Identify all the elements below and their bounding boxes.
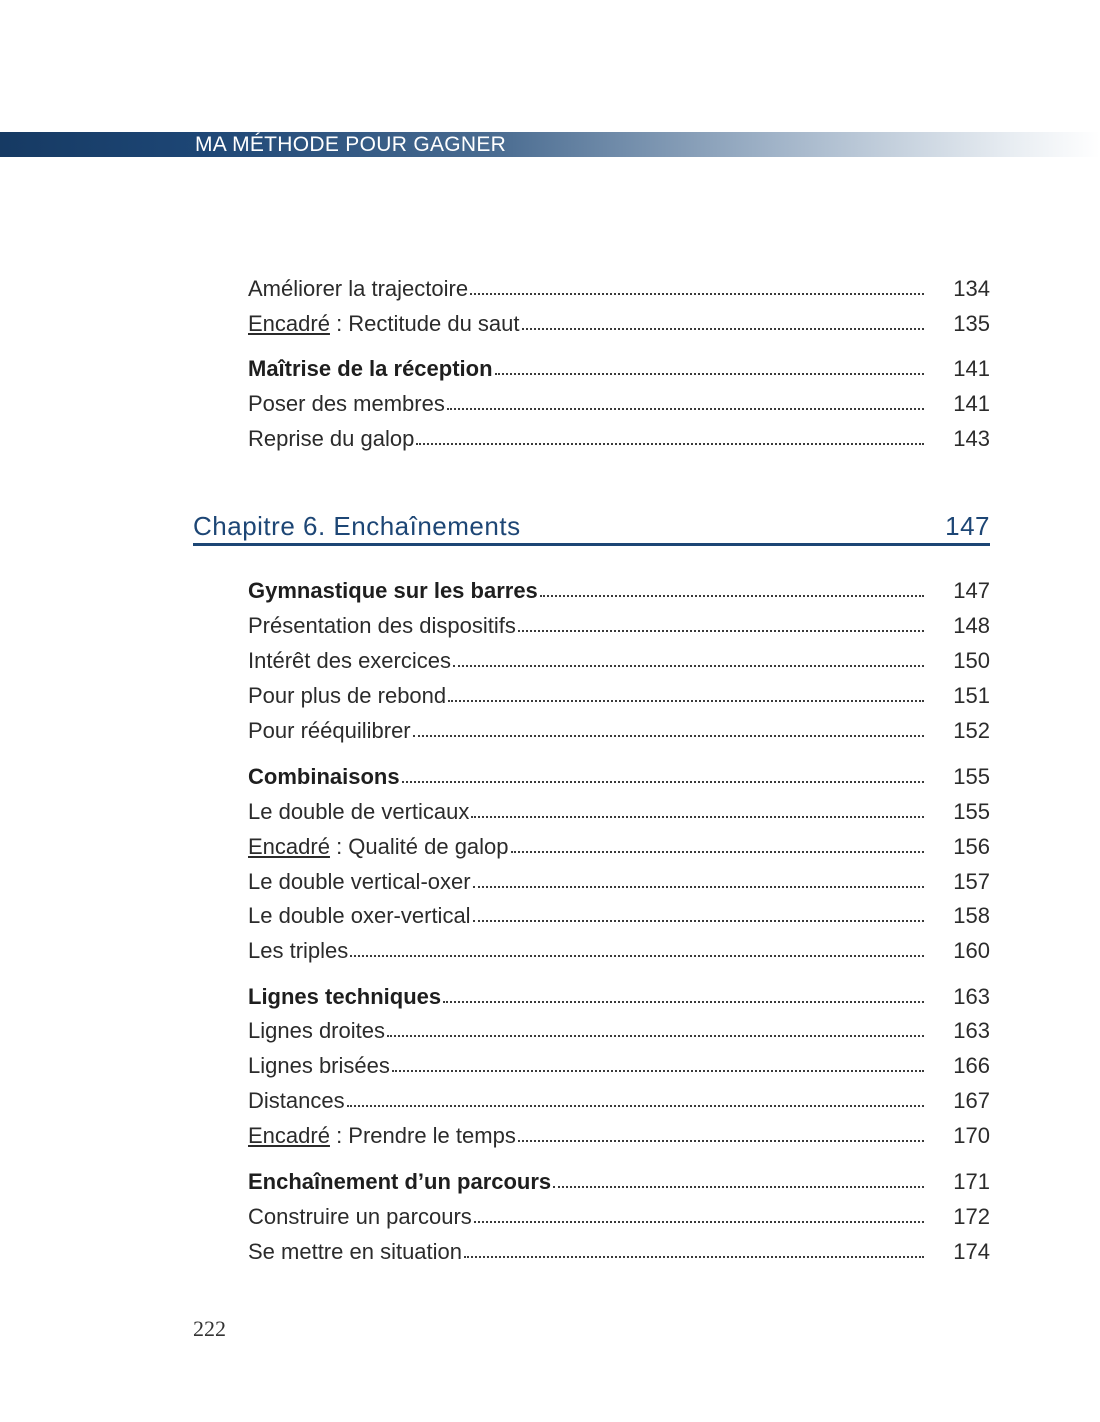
- dot-leader: [540, 594, 924, 597]
- toc-entry: [248, 824, 990, 858]
- toc-entry-title: Maîtrise de la réception: [248, 356, 493, 381]
- dot-leader: [471, 815, 924, 818]
- toc-entry-page: 152: [953, 718, 990, 743]
- toc-entry-page: 167: [953, 1088, 990, 1113]
- toc-entry: [248, 673, 990, 707]
- toc-section-entry: [248, 754, 990, 788]
- dot-leader: [392, 1069, 924, 1072]
- toc-entry-title: Distances: [248, 1088, 345, 1113]
- toc-entry-title: [248, 313, 520, 335]
- toc-entry-page: 143: [953, 426, 990, 451]
- toc-entry: [248, 1194, 990, 1228]
- toc-entry: [248, 266, 990, 300]
- toc-entry-page: 174: [953, 1239, 990, 1264]
- toc-entry-title: [248, 836, 509, 858]
- toc-section-entry: [248, 568, 990, 602]
- toc-entry-page: 171: [953, 1169, 990, 1194]
- toc-entry: [248, 1078, 990, 1112]
- dot-leader: [447, 407, 924, 410]
- toc-entry-page: 155: [953, 799, 990, 824]
- encadre-label: Encadré: [248, 1123, 330, 1148]
- toc-entry-title: Gymnastique sur les barres: [248, 578, 538, 603]
- toc-entry-title: [248, 1125, 516, 1147]
- toc-entry: [248, 708, 990, 742]
- toc-entry-title: Améliorer la trajectoire: [248, 276, 469, 301]
- toc-entry: [248, 928, 990, 962]
- toc-entry-title: Les triples: [248, 938, 349, 963]
- toc-entry-title: Pour rééquilibrer: [248, 718, 411, 743]
- encadre-label: Encadré: [248, 834, 330, 859]
- toc-entry-page: 155: [953, 764, 990, 789]
- toc-entry-page: 157: [953, 869, 990, 894]
- running-title: MA MÉTHODE POUR GAGNER: [195, 133, 507, 156]
- toc-entry-page: 147: [953, 578, 990, 603]
- dot-leader: [387, 1034, 924, 1037]
- toc-entry-page: 163: [953, 1018, 990, 1043]
- toc-entry-title: Enchaînement d’un parcours: [248, 1169, 552, 1194]
- toc-entry-title: Construire un parcours: [248, 1204, 472, 1229]
- dot-leader: [474, 1220, 924, 1223]
- dot-leader: [350, 954, 924, 957]
- toc-entry-page: 151: [953, 683, 990, 708]
- toc-entry-page: 141: [953, 356, 990, 381]
- toc-entry-title: Lignes techniques: [248, 984, 442, 1009]
- dot-leader: [443, 1000, 924, 1003]
- toc-entry-title: Se mettre en situation: [248, 1239, 463, 1264]
- toc-entry-title: Poser des membres: [248, 391, 445, 416]
- dot-leader: [413, 734, 924, 737]
- toc-entry-page: 158: [953, 903, 990, 928]
- toc-entry-title: Le double vertical-oxer: [248, 869, 471, 894]
- toc-entry-page: 150: [953, 648, 990, 673]
- toc-entry-title: Le double de verticaux: [248, 799, 470, 824]
- toc-entry-title: Intérêt des exercices: [248, 648, 451, 673]
- dot-leader: [553, 1185, 924, 1188]
- toc-entry-page: 148: [953, 613, 990, 638]
- toc-entry-page: 170: [953, 1123, 990, 1148]
- toc-entry: [248, 603, 990, 637]
- toc-entry-page: 172: [953, 1204, 990, 1229]
- dot-leader: [518, 629, 924, 632]
- dot-leader: [518, 1139, 924, 1142]
- header-band: [0, 132, 1100, 157]
- toc-entry: [248, 1008, 990, 1042]
- dot-leader: [473, 885, 924, 888]
- toc-entry: [248, 789, 990, 823]
- dot-leader: [511, 850, 924, 853]
- chapter-heading: [193, 504, 990, 542]
- dot-leader: [448, 699, 924, 702]
- toc-section-entry: [248, 1159, 990, 1193]
- toc-entry: [248, 301, 990, 335]
- toc-entry-page: 141: [953, 391, 990, 416]
- toc-entry: [248, 859, 990, 893]
- toc-entry-title: Le double oxer-vertical: [248, 903, 471, 928]
- toc-entry-page: 134: [953, 276, 990, 301]
- toc-entry: [248, 1229, 990, 1263]
- toc-entry: [248, 1113, 990, 1147]
- toc-entry-title-text: : Rectitude du saut: [329, 311, 520, 336]
- toc-entry-page: 163: [953, 984, 990, 1009]
- toc-entry-title: Combinaisons: [248, 764, 400, 789]
- toc-entry-title: Lignes brisées: [248, 1053, 390, 1078]
- toc-entry: [248, 381, 990, 415]
- dot-leader: [347, 1104, 924, 1107]
- toc-entry-title: Reprise du galop: [248, 426, 415, 451]
- toc-entry-title: Pour plus de rebond: [248, 683, 447, 708]
- toc-entry: [248, 638, 990, 672]
- chapter-rule: [193, 543, 990, 546]
- encadre-label: Encadré: [248, 311, 330, 336]
- dot-leader: [470, 292, 924, 295]
- dot-leader: [402, 780, 924, 783]
- toc-section-entry: [248, 346, 990, 380]
- dot-leader: [453, 664, 924, 667]
- toc-entry-page: 156: [953, 834, 990, 859]
- dot-leader: [522, 327, 924, 330]
- toc-entry-title-text: : Qualité de galop: [329, 834, 509, 859]
- dot-leader: [473, 919, 924, 922]
- toc-entry-title-text: : Prendre le temps: [329, 1123, 516, 1148]
- toc-entry: [248, 893, 990, 927]
- toc-entry: [248, 416, 990, 450]
- toc-entry-page: 160: [953, 938, 990, 963]
- toc-entry-title: Lignes droites: [248, 1018, 385, 1043]
- dot-leader: [416, 442, 924, 445]
- toc-section-entry: [248, 974, 990, 1008]
- toc-entry-title: Présentation des dispositifs: [248, 613, 516, 638]
- toc-entry: [248, 1043, 990, 1077]
- toc-entry-page: 166: [953, 1053, 990, 1078]
- toc-entry-page: 135: [953, 311, 990, 336]
- page-number: 222: [193, 1316, 226, 1341]
- dot-leader: [495, 372, 924, 375]
- chapter-page: 147: [945, 511, 990, 541]
- chapter-title: Chapitre 6. Enchaînements: [193, 511, 521, 541]
- dot-leader: [464, 1255, 924, 1258]
